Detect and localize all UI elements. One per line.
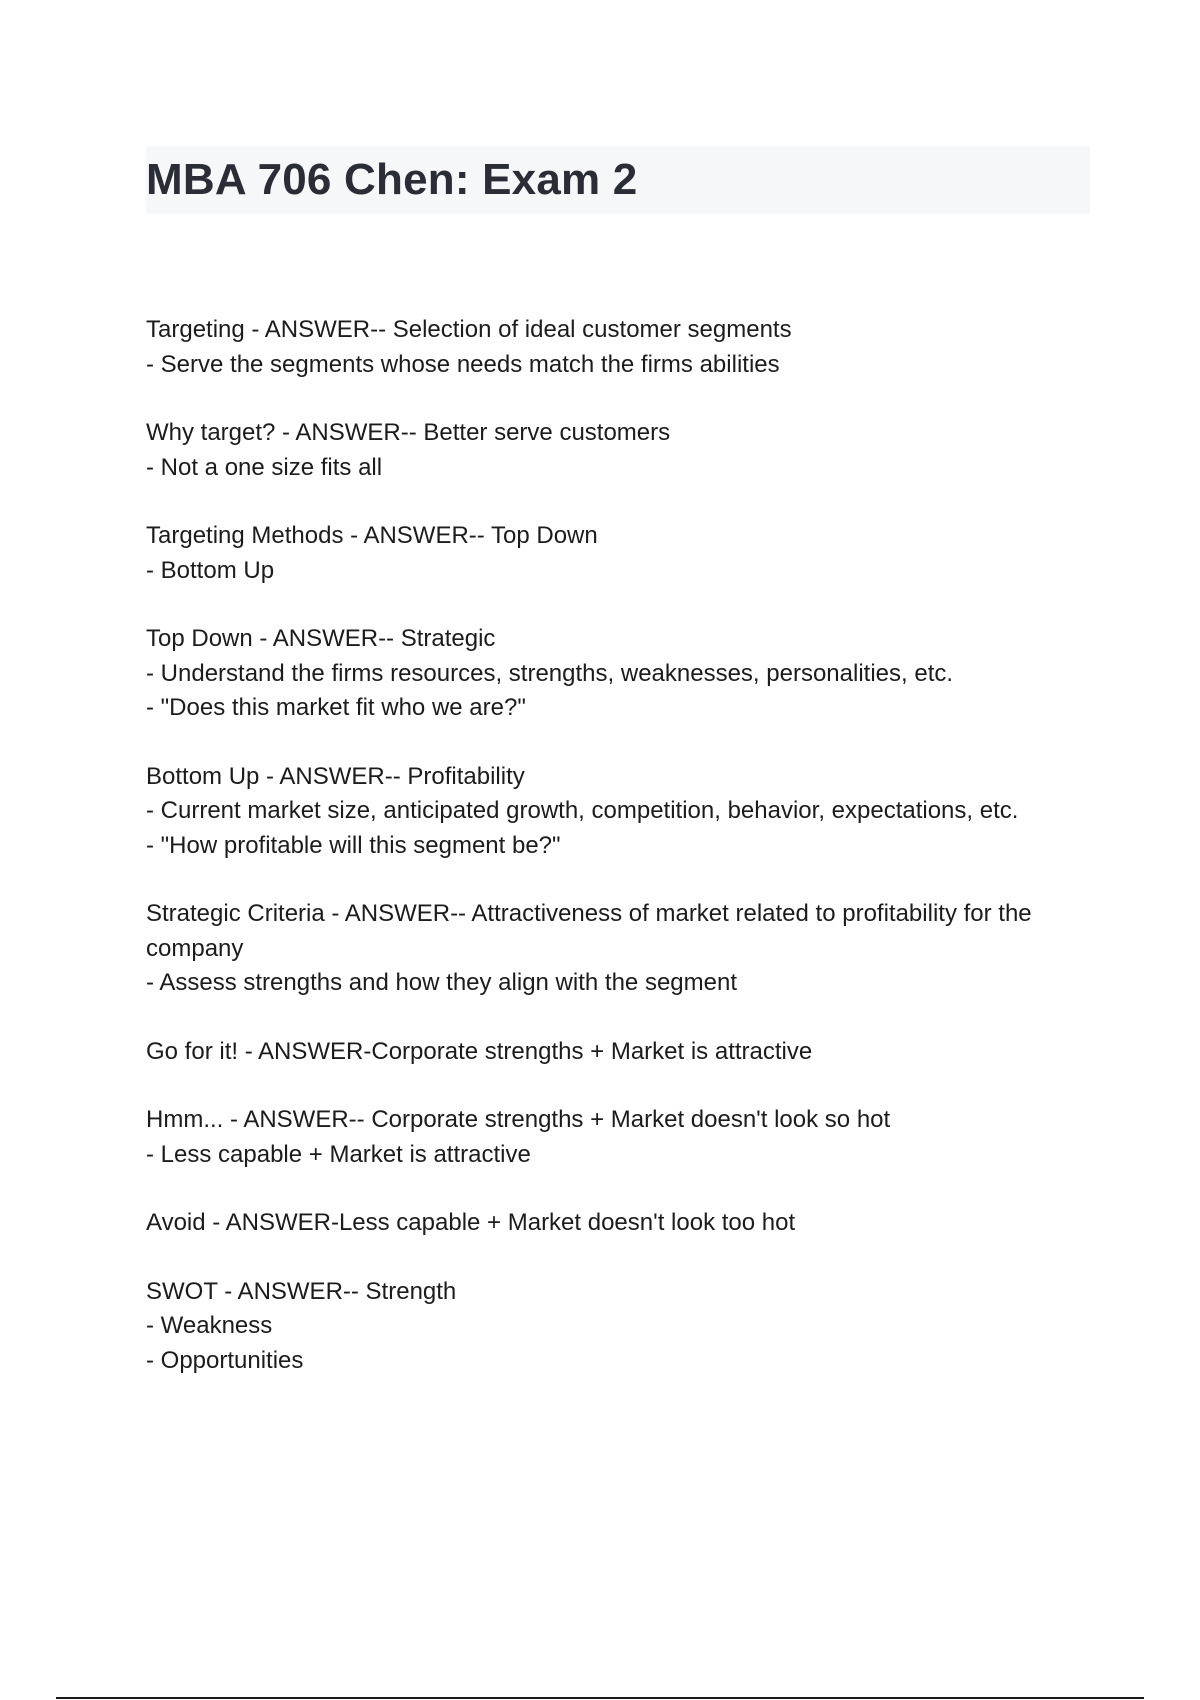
qa-line: - Not a one size fits all <box>146 453 383 481</box>
qa-line: Targeting - ANSWER-- Selection of ideal customer segments <box>146 316 792 343</box>
qa-line: Avoid - ANSWER-Less capable + Market doesn't look too hot <box>146 1209 796 1236</box>
qa-entry <box>146 1103 1086 1172</box>
qa-entry <box>146 760 1086 864</box>
qa-line: - "How profitable will this segment be?" <box>146 831 561 859</box>
qa-entry <box>146 416 1086 485</box>
qa-line: Hmm... - ANSWER-- Corporate strengths + Market doesn't look so hot <box>146 1106 891 1133</box>
qa-list <box>146 313 1086 1412</box>
qa-line: - "Does this market fit who we are?" <box>146 694 526 721</box>
qa-line: - Assess strengths and how they align with the segment <box>146 969 737 996</box>
qa-entry <box>146 519 1086 588</box>
qa-line: Bottom Up - ANSWER-- Profitability <box>146 762 525 790</box>
qa-entry <box>146 313 1086 382</box>
qa-line: - Current market size, anticipated growth, competition, behavior, expectations, etc. <box>146 797 1019 824</box>
page-bottom-rule <box>56 1697 1144 1699</box>
qa-line: Go for it! - ANSWER-Corporate strengths + Market is attractive <box>146 1037 813 1065</box>
qa-line: - Opportunities <box>146 1346 304 1374</box>
title-banner <box>146 146 1090 214</box>
qa-line: - Less capable + Market is attractive <box>146 1140 531 1168</box>
qa-entry <box>146 1275 1086 1379</box>
qa-line: Strategic Criteria - ANSWER-- Attractiveness of market related to profitability for the company <box>146 900 1032 962</box>
qa-entry <box>146 1035 1086 1070</box>
qa-line: - Weakness <box>146 1312 273 1339</box>
qa-line: Targeting Methods - ANSWER-- Top Down <box>146 522 598 549</box>
qa-entry <box>146 622 1086 726</box>
qa-line: Top Down - ANSWER-- Strategic <box>146 625 496 652</box>
qa-line: Why target? - ANSWER-- Better serve customers <box>146 419 671 446</box>
qa-line: - Serve the segments whose needs match the firms abilities <box>146 350 780 378</box>
qa-line: - Bottom Up <box>146 556 275 584</box>
qa-entry <box>146 1206 1086 1241</box>
page-title: MBA 706 Chen: Exam 2 <box>146 155 638 204</box>
qa-line: SWOT - ANSWER-- Strength <box>146 1277 457 1305</box>
qa-entry <box>146 897 1086 1001</box>
qa-line: - Understand the firms resources, strengths, weaknesses, personalities, etc. <box>146 659 954 687</box>
